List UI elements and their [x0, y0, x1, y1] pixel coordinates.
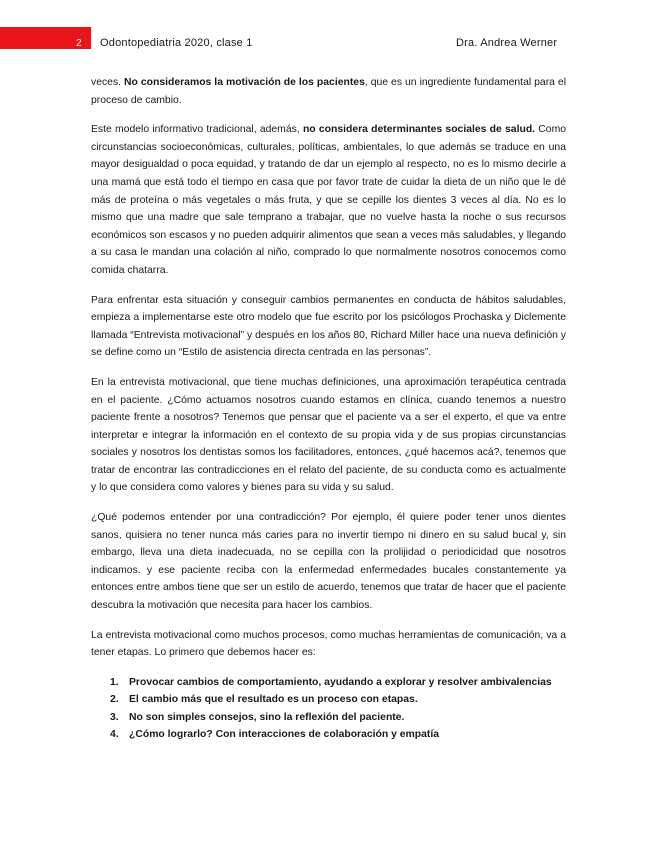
- paragraph-4: En la entrevista motivacional, que tiene muchas definiciones, una aproximación terapéutica centrada en el paciente. ¿Cómo actuamos nosotros cuando estamos en clínica, cuando tenemos a nuestro paciente frente a nosotros? Tenemos que pensar que el paciente va a ser el experto, el que va entre interpretar e integrar la información en el contexto de su propia vida y de sus propias circunstancias sociales y nosotros los dentistas somos los facilitadores, entonces, ¿qué hacemos acá?, tenemos que tratar de encontrar las contradicciones en el relato del paciente, de su conducta como es actualmente y lo que considera como valores y bienes para su vida y su salud.: [91, 376, 566, 494]
- list-item: 1. Provocar cambios de comportamiento, ayudando a explorar y resolver ambivalencias: [110, 676, 552, 688]
- paragraph-1: veces. No consideramos la motivación de los pacientes, que es un ingrediente fundamental para el proceso de cambio.: [91, 77, 567, 106]
- steps-list: [91, 674, 566, 744]
- list-item: 3. No son simples consejos, sino la reflexión del paciente.: [110, 711, 405, 723]
- page-number: 2: [76, 38, 82, 49]
- paragraph-3: Para enfrentar esta situación y conseguir cambios permanentes en conducta de hábitos saludables, empieza a implementarse este otro modelo que fue escrito por los psicólogos Prochaska y Diclemente llamada “Entrevista motivacional” y después en los años 80, Richard Miller hace una nueva definición y se define como un “Estilo de asistencia directa centrada en las personas”.: [91, 294, 566, 359]
- emphasis: No consideramos la motivación de los pacientes: [124, 77, 365, 88]
- course-title: Odontopediatria 2020, clase 1: [100, 37, 253, 49]
- document-body: [91, 74, 566, 743]
- list-item: 2. El cambio más que el resultado es un proceso con etapas.: [110, 694, 418, 706]
- paragraph-6: La entrevista motivacional como muchos procesos, como muchas herramientas de comunicación, va a tener etapas. Lo primero que debemos hacer es:: [91, 629, 566, 659]
- paragraph-2: Este modelo informativo tradicional, además, no considera determinantes sociales de salud. Como circunstancias socioeconómicas, culturales, políticas, ambientales, lo que además se traduce en una mayor desigualdad o poca equidad, y tratando de dar un ejemplo al respecto, no es lo mismo decirle a una mamá que está todo el tiempo en casa que por favor trate de cuidar la dieta de un niño que le dé más de proteína o más vegetales o más fruta, y que se cepille los dientes 3 veces al día. No es lo mismo que una madre que sale temprano a trabajar, que no vuelve hasta la noche o sus recursos económicos son escasos y no pueden adquirir alimentos que sean a veces más saludables, y llegando a su casa le mandan una colación al niño, comprado lo que normalmente nosotros conocemos como comida chatarra.: [91, 124, 567, 276]
- paragraph-5: ¿Qué podemos entender por una contradicción? Por ejemplo, él quiere poder tener unos dientes sanos, quisiera no tener nunca más caries para no invertir tiempo ni dinero en su salud bucal y, sin embargo, lleva una dieta inadecuada, no se cepilla con la prolijidad o periodicidad que nosotros indicamos. y ese paciente reciba con la enfermedad enfermedades bucales constantemente ya entonces entre ambos tiene que ser un estilo de acuerdo, tenemos que tratar de hacer que el paciente descubra la motivación que necesita para hacer los cambios.: [91, 512, 566, 612]
- emphasis: no considera determinantes sociales de salud.: [302, 124, 536, 136]
- list-item: 4. ¿Cómo lograrlo? Con interacciones de colaboración y empatía: [110, 729, 440, 741]
- author-name: Dra. Andrea Werner: [456, 37, 558, 49]
